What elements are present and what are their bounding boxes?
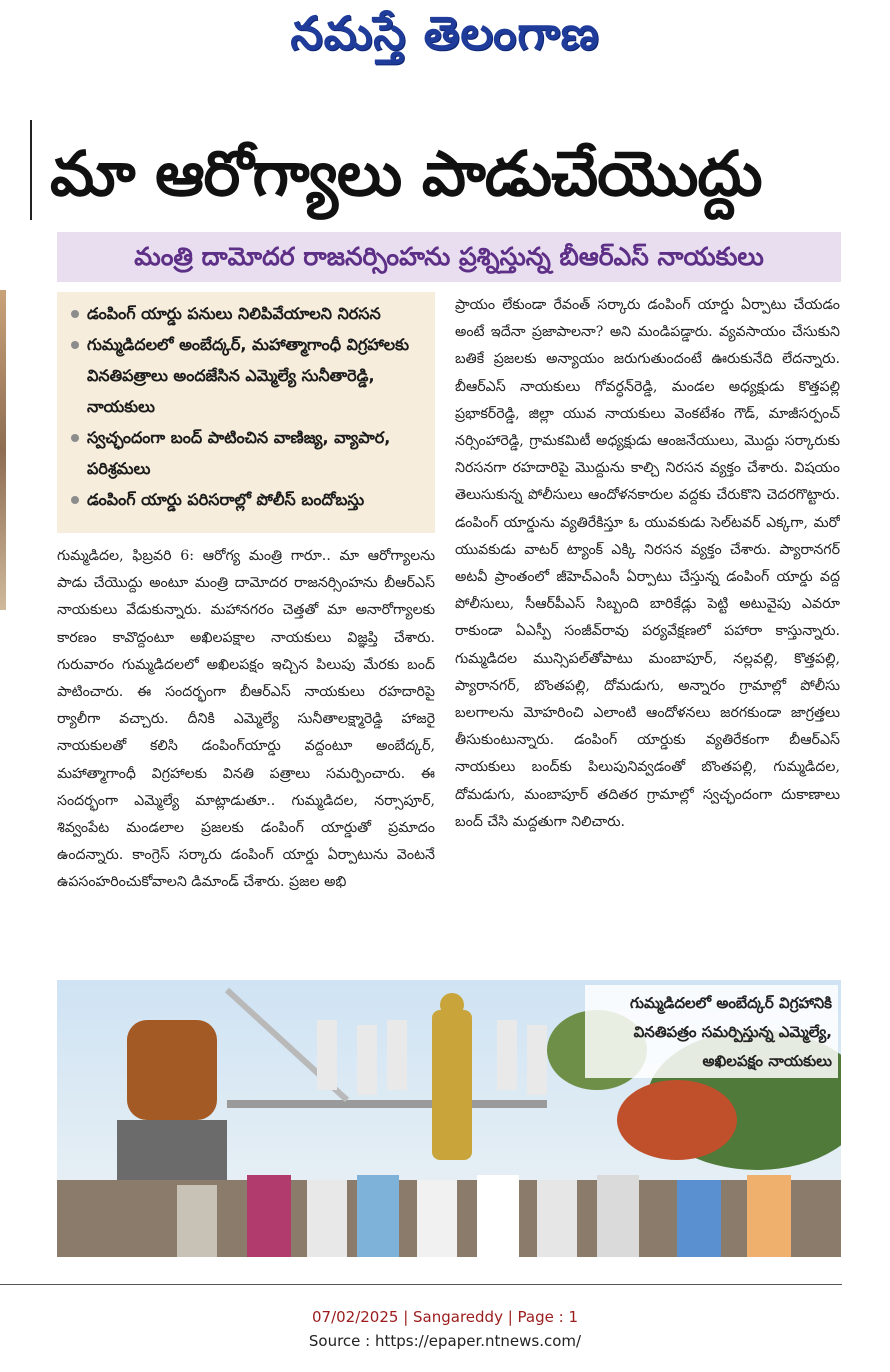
newspaper-logo: నమస్తే తెలంగాణ [290, 6, 600, 60]
edition-info: 07/02/2025 | Sangareddy | Page : 1 [311, 1308, 578, 1326]
article-body-left: గుమ్మడిదల, ఫిబ్రవరి 6: ఆరోగ్య మంత్రి గారూ.. మా ఆరోగ్యాలను పాడు చేయొద్దు అంటూ మంత్రి దామోదర రాజనర్సింహను బీఆర్ఎస్ నాయకులు వేడుకున్నారు. మహానగరం చెత్తతో మా అనారోగ్యాలకు కారణం కావొద్దంటూ అఖిలపక్షాల నాయకులు విజ్ఞప్తి చేశారు. గురువారం గుమ్మడిదలలో అఖిలపక్షం ఇచ్చిన పిలుపు మేరకు బంద్ పాటించారు. ఈ సందర్భంగా బీఆర్ఎస్ నాయకులు రహదారిపై ర్యాలీగా వచ్చారు. దీనికి ఎమ్మెల్యే సునీతాలక్ష్మారెడ్డి హాజరై నాయకులతో కలిసి డంపింగ్‌యార్డు వద్దంటూ అంబేద్కర్, మహాత్మాగాంధీ విగ్రహాలకు వినతి పత్రాలు సమర్పించారు. ఈ సందర్భంగా ఎమ్మెల్యే మాట్లాడుతూ.. గుమ్మడిదల, నర్సాపూర్, శివ్వంపేట మండలాల ప్రజలకు డంపింగ్ యార్డుతో ప్రమాదం ఉందన్నారు. కాంగ్రెస్ సర్కారు డంపింగ్ యార్డు ఏర్పాటును వెంటనే ఉపసంహరించుకోవాలని డిమాండ్ చేశారు. ప్రజల అభి [57, 548, 435, 891]
photo-caption: గుమ్మడిదలలో అంబేద్కర్ విగ్రహానికి వినతిపత్రం సమర్పిస్తున్న ఎమ్మెల్యే, అఖిలపక్షం నాయకులు [585, 985, 838, 1078]
subheadline: మంత్రి దామోదర రాజనర్సింహను ప్రశ్నిస్తున్న బీఆర్ఎస్ నాయకులు [57, 232, 841, 282]
article-body-right: ప్రాయం లేకుండా రేవంత్ సర్కారు డంపింగ్ యార్డు ఏర్పాటు చేయడం అంటే ఇదేనా ప్రజాపాలనా? అని మండిపడ్డారు. వ్యవసాయం చేసుకుని బతికే ప్రజలకు అన్యాయం జరుగుతుందంటే ఊరుకునేది లేదన్నారు. బీఆర్ఎస్ నాయకులు గోవర్ధన్‌రెడ్డి, మండల అధ్యక్షుడు కొత్తపల్లి ప్రభాకర్‌రెడ్డి, జిల్లా యువ నాయకులు వెంకటేశం గౌడ్, మాజీసర్పంచ్ నర్సింహారెడ్డి, గ్రామకమిటీ అధ్యక్షుడు ఆంజనేయులు, మొద్దు సర్కారుకు నిరసనగా రహదారిపై మొద్దును కాల్చి నిరసన వ్యక్తం చేశారు. విషయం తెలుసుకున్న పోలీసులు ఆందోళనకారుల వద్దకు చేరుకొని చెదరగొట్టారు. డంపింగ్ యార్డును వ్యతిరేకిస్తూ ఓ యువకుడు సెల్‌టవర్ ఎక్కగా, మరో యువకుడు వాటర్ ట్యాంక్ ఎక్కి నిరసన వ్యక్తం చేశారు. ప్యారానగర్ అటవీ ప్రాంతంలో జీహెచ్ఎంసీ ఏర్పాటు చేస్తున్న డంపింగ్ యార్డు వద్ద పోలీసులు, సీఆర్‌పీఎస్ సిబ్బంది బారికేడ్లు పెట్టి అటువైపు ఎవరూ రాకుండా ఏఎస్పీ సంజీవ్‌రావు పర్యవేక్షణలో పహారా కాస్తున్నారు. గుమ్మడిదల మున్సిపల్‌తోపాటు మంబాపూర్, నల్లవల్లి, కొత్తపల్లి, ప్యారానగర్, బొంతపల్లి, దోమడుగు, అన్నారం గ్రామాల్లో పోలీసు బలగాలను మోహరించి ఎలాంటి ఆందోళనలు జరగకుండా జాగ్రత్తలు తీసుకుంటున్నారు. డంపింగ్ యార్డుకు వ్యతిరేకంగా బీఆర్ఎస్ నాయకులు బంద్‌కు పిలుపునివ్వడంతో బొంతపల్లి, గుమ్మడిదల, దోమడుగు, మంబాపూర్ తదితర గ్రామాల్లో స్వచ్ఛందంగా దుకాణాలు బంద్ చేసి మద్దతుగా నిలిచారు. [455, 297, 840, 830]
masthead [0, 0, 890, 80]
headline: మా ఆరోగ్యాలు పాడుచేయొద్దు [50, 137, 762, 210]
source-link[interactable]: Source : https://epaper.ntnews.com/ [308, 1332, 582, 1350]
highlights-box [57, 292, 435, 533]
highlight-item: డంపింగ్ యార్డు పరిసరాల్లో పోలీస్ బందోబస్తు [69, 484, 427, 515]
highlight-item: స్వచ్ఛందంగా బంద్ పాటించిన వాణిజ్య, వ్యాపార, పరిశ్రమలు [69, 422, 427, 484]
headline-rule [30, 120, 32, 220]
highlight-item: గుమ్మడిదలలో అంబేద్కర్, మహాత్మాగాంధీ విగ్రహాలకు వినతిపత్రాలు అందజేసిన ఎమ్మెల్యే సునీతారెడ్డి, నాయకులు [69, 329, 427, 422]
highlight-item: డంపింగ్ యార్డు పనులు నిలిపివేయాలని నిరసన [69, 298, 427, 329]
adjacent-page-edge [0, 290, 6, 610]
footer-divider [0, 1284, 842, 1285]
